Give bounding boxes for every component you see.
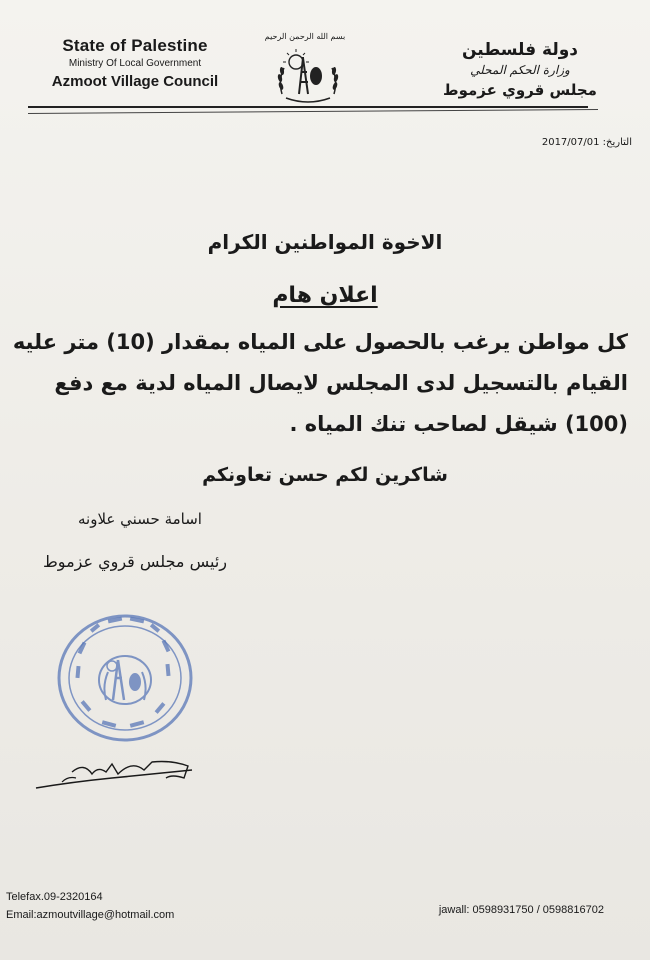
body-line: (100) شيقل لصاحب تنك المياه . xyxy=(289,412,628,436)
footer-jawall: jawall: 0598931750 / 0598816702 xyxy=(438,904,604,916)
handwritten-signature xyxy=(32,748,202,798)
announcement-title xyxy=(0,283,650,308)
announcement-title-text: اعلان هام xyxy=(272,283,378,308)
header-english xyxy=(40,36,230,90)
signer-name: اسامة حسني علاونه xyxy=(78,510,202,528)
footer-contact xyxy=(6,888,174,924)
header-ar-state: دولة فلسطين xyxy=(461,40,579,60)
header-divider-thin xyxy=(28,109,598,114)
header-ar-ministry: وزارة الحكم المحلي xyxy=(470,63,570,77)
footer-email: Email:azmoutvillage@hotmail.com xyxy=(6,909,175,921)
greeting: الاخوة المواطنين الكرام xyxy=(207,230,443,254)
header-en-state: State of Palestine xyxy=(62,36,208,55)
council-emblem-icon xyxy=(268,46,348,108)
council-seal-stamp xyxy=(50,608,200,748)
header-en-ministry: Ministry Of Local Government xyxy=(68,58,202,69)
header-en-council: Azmoot Village Council xyxy=(51,73,219,90)
signer-title: رئيس مجلس قروي عزموط xyxy=(43,552,227,571)
body-line: كل مواطن يرغب بالحصول على المياه بمقدار (10) متر عليه xyxy=(12,330,628,354)
date-value: 2017/07/01 xyxy=(541,137,600,148)
body-line: القيام بالتسجيل لدى المجلس لايصال المياه لدية مع دفع xyxy=(54,371,628,395)
date-label: التاريخ: xyxy=(602,137,632,148)
announcement-body xyxy=(8,322,628,445)
header-arabic xyxy=(430,40,610,99)
footer-telefax: Telefax.09-2320164 xyxy=(6,891,103,903)
header-ar-council: مجلس قروي عزموط xyxy=(443,81,597,99)
bismillah-text: بسم الله الرحمن الرحيم xyxy=(264,32,346,41)
header-divider xyxy=(28,106,588,108)
thanks-line: شاكرين لكم حسن تعاونكم xyxy=(202,464,448,486)
date-line xyxy=(542,137,632,148)
